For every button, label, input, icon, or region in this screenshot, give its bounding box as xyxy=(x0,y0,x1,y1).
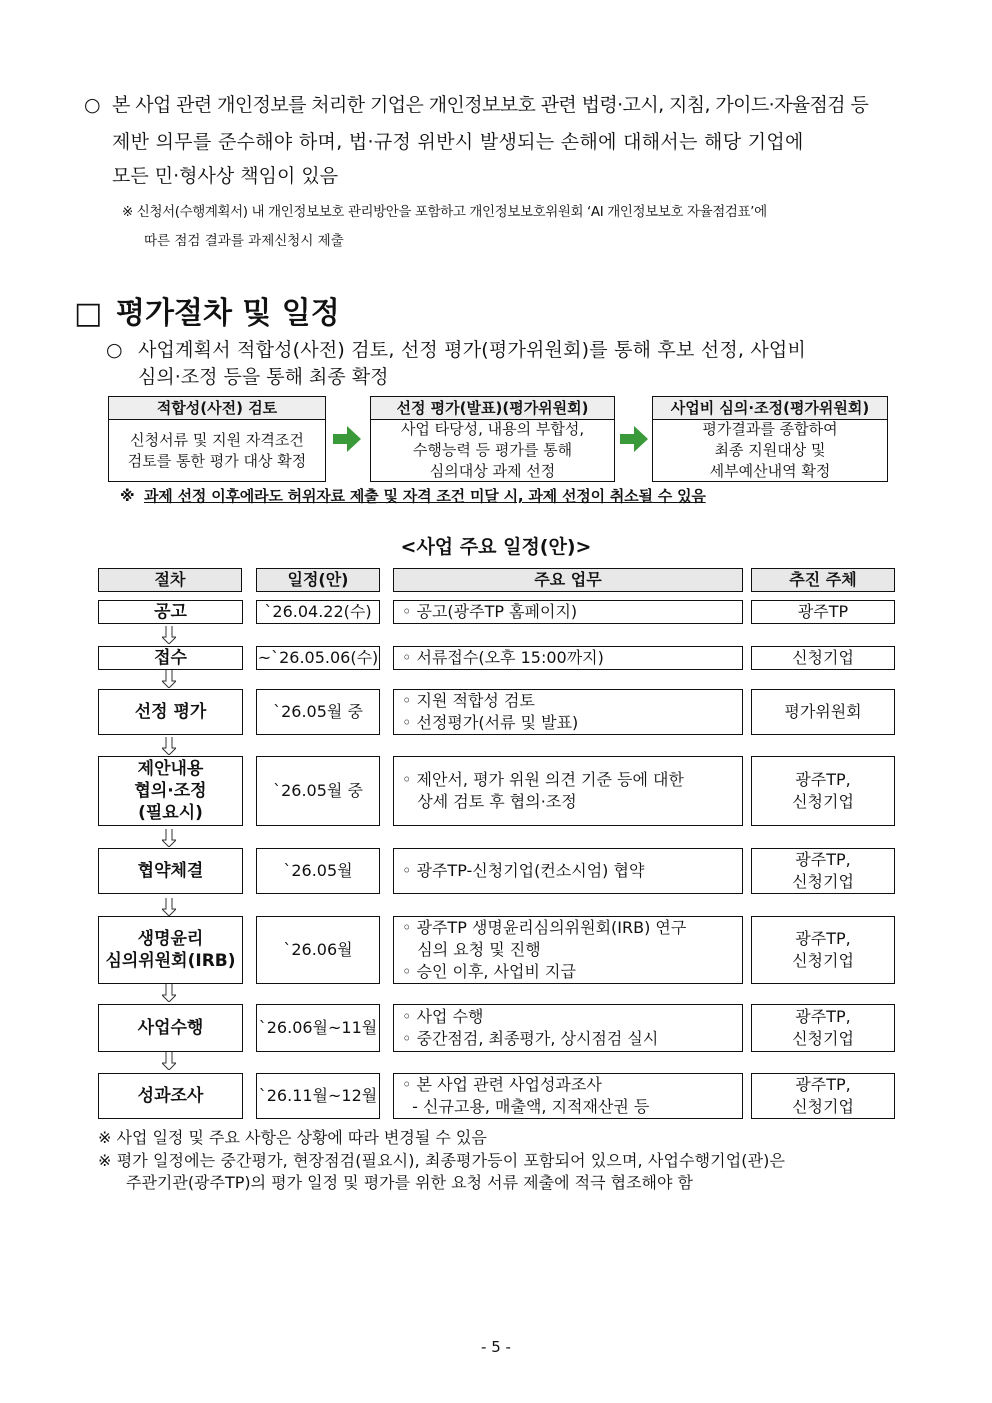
step-cell xyxy=(98,1004,243,1052)
task-cell-line: ◦ 본 사업 관련 사업성과조사 xyxy=(402,1075,602,1094)
intro-line-2: 제반 의무를 준수해야 하며, 법·규정 위반시 발생되는 손해에 대해서는 해당 기업에 xyxy=(112,131,804,153)
intro-note-line-2: 따른 점검 결과를 과제신청시 제출 xyxy=(144,233,344,249)
flow-step-text: 신청서류 및 지원 자격조건 xyxy=(130,430,304,449)
down-arrow-icon xyxy=(162,626,176,644)
step-cell-line: 제안내용 xyxy=(137,759,204,779)
owner-cell-line: 신청기업 xyxy=(792,648,854,667)
intro-line-3: 모든 민·형사상 책임이 있음 xyxy=(112,165,339,187)
task-cell-line: ◦ 광주TP-신청기업(컨소시엄) 협약 xyxy=(402,861,645,880)
owner-cell-line: 평가위원회 xyxy=(784,702,862,721)
flow-warning-text: 과제 선정 이후에라도 허위자료 제출 및 자격 조건 미달 시, 과제 선정이 취소될 수 있음 xyxy=(144,487,706,505)
step-cell-line: 사업수행 xyxy=(137,1018,204,1038)
flow-step-1 xyxy=(108,396,326,482)
task-cell xyxy=(393,689,743,735)
owner-cell xyxy=(751,848,895,894)
owner-cell xyxy=(751,689,895,735)
task-cell-line: - 신규고용, 매출액, 지적재산권 등 xyxy=(402,1097,650,1116)
section-title: 평가절차 및 일정 xyxy=(116,296,340,331)
flow-step-3 xyxy=(652,396,888,482)
date-cell-line: `26.11월~12월 xyxy=(258,1086,378,1105)
header-task: 주요 업무 xyxy=(393,568,743,592)
flow-step-title: 적합성(사전) 검토 xyxy=(109,397,325,420)
owner-cell xyxy=(751,916,895,984)
step-cell-line: 심의위원회(IRB) xyxy=(105,951,236,971)
task-cell-line: ◦ 제안서, 평가 위원 의견 기준 등에 대한 xyxy=(402,770,684,789)
owner-cell-line: 광주TP xyxy=(797,602,849,621)
step-cell-line: 선정 평가 xyxy=(134,702,207,722)
flow-arrow-icon xyxy=(620,426,648,452)
task-cell xyxy=(393,848,743,894)
task-cell-line: ◦ 중간점검, 최종평가, 상시점검 실시 xyxy=(402,1029,659,1048)
header-owner: 추진 주체 xyxy=(751,568,895,592)
flow-step-text: 심의대상 과제 선정 xyxy=(429,462,556,480)
step-cell-line: 공고 xyxy=(154,602,187,622)
owner-cell-line: 광주TP, xyxy=(795,770,851,789)
intro-line-1: 본 사업 관련 개인정보를 처리한 기업은 개인정보보호 관련 법령·고시, 지침, 가이드·자율점검 등 xyxy=(112,94,869,116)
task-cell xyxy=(393,916,743,984)
task-cell xyxy=(393,756,743,826)
task-cell-line: ◦ 선정평가(서류 및 발표) xyxy=(402,713,579,732)
step-cell-line: 성과조사 xyxy=(137,1086,204,1106)
step-cell-line: 접수 xyxy=(154,648,187,668)
flow-warning-mark: ※ xyxy=(120,487,135,505)
date-cell xyxy=(256,600,380,624)
date-cell-line: ~`26.05.06(수) xyxy=(257,648,379,667)
page-number: - 5 - xyxy=(481,1338,511,1356)
owner-cell-line: 신청기업 xyxy=(792,872,854,891)
step-cell-line: (필요시) xyxy=(138,803,203,823)
task-cell-line: ◦ 서류접수(오후 15:00까지) xyxy=(402,648,604,667)
step-cell xyxy=(98,646,243,670)
date-cell-line: `26.04.22(수) xyxy=(264,602,372,621)
owner-cell xyxy=(751,600,895,624)
owner-cell-line: 광주TP, xyxy=(795,929,851,948)
schedule-title: <사업 주요 일정(안)> xyxy=(400,536,592,558)
flow-step-title: 사업비 심의·조정(평가위원회) xyxy=(653,397,887,420)
down-arrow-icon xyxy=(162,670,176,688)
intro-note-line-1: ※ 신청서(수행계획서) 내 개인정보보호 관리방안을 포함하고 개인정보보호위원회 ‘AI 개인정보보호 자율점검표’에 xyxy=(122,204,767,220)
flow-step-text: 사업 타당성, 내용의 부합성, xyxy=(400,420,585,438)
owner-cell-line: 광주TP, xyxy=(795,1007,851,1026)
down-arrow-icon xyxy=(162,1052,176,1070)
step-cell-line: 협약체결 xyxy=(137,861,204,881)
task-cell xyxy=(393,1004,743,1052)
section-desc-line-1: 사업계획서 적합성(사전) 검토, 선정 평가(평가위원회)를 통해 후보 선정, 사업비 xyxy=(138,339,807,361)
owner-cell-line: 신청기업 xyxy=(792,1029,854,1048)
task-cell xyxy=(393,646,743,670)
step-cell xyxy=(98,689,243,735)
owner-cell xyxy=(751,1073,895,1119)
owner-cell-line: 신청기업 xyxy=(792,951,854,970)
task-cell-line: 상세 검토 후 협의·조정 xyxy=(402,792,577,811)
step-cell xyxy=(98,1073,243,1119)
task-cell-line: ◦ 공고(광주TP 홈페이지) xyxy=(402,602,578,621)
date-cell xyxy=(256,646,380,670)
task-cell xyxy=(393,1073,743,1119)
date-cell xyxy=(256,1004,380,1052)
footnote-2: ※ 평가 일정에는 중간평가, 현장점검(필요시), 최종평가등이 포함되어 있으며, 사업수행기업(관)은 xyxy=(98,1151,786,1170)
task-cell-line: ◦ 승인 이후, 사업비 지급 xyxy=(402,962,576,981)
task-cell-line: 심의 요청 및 진행 xyxy=(402,940,541,959)
date-cell-line: `26.06월 xyxy=(283,940,353,959)
flow-step-text: 세부예산내역 확정 xyxy=(709,462,831,480)
section-desc-bullet: ○ xyxy=(106,339,123,361)
flow-step-title: 선정 평가(발표)(평가위원회) xyxy=(371,397,614,420)
step-cell xyxy=(98,600,243,624)
flow-step-text: 평가결과를 종합하여 xyxy=(702,420,838,438)
date-cell xyxy=(256,848,380,894)
section-desc-line-2: 심의·조정 등을 통해 최종 확정 xyxy=(138,366,389,388)
section-checkbox-icon: □ xyxy=(74,296,103,331)
header-date: 일정(안) xyxy=(256,568,380,592)
flow-step-text: 검토를 통한 평가 대상 확정 xyxy=(127,451,307,470)
flow-arrow-icon xyxy=(333,426,361,452)
owner-cell-line: 신청기업 xyxy=(792,1097,854,1116)
footnote-3: 주관기관(광주TP)의 평가 일정 및 평가를 위한 요청 서류 제출에 적극 협조해야 함 xyxy=(126,1173,693,1192)
flow-step-text: 수행능력 등 평가를 통해 xyxy=(412,441,573,459)
footnote-1: ※ 사업 일정 및 주요 사항은 상황에 따라 변경될 수 있음 xyxy=(98,1128,487,1147)
owner-cell-line: 광주TP, xyxy=(795,850,851,869)
step-cell-line: 생명윤리 xyxy=(137,929,204,949)
header-step: 절차 xyxy=(98,568,242,592)
owner-cell xyxy=(751,756,895,826)
date-cell-line: `26.06월~11월 xyxy=(258,1018,378,1037)
task-cell xyxy=(393,600,743,624)
flow-step-text: 최종 지원대상 및 xyxy=(714,441,826,459)
flow-step-2 xyxy=(370,396,615,482)
date-cell xyxy=(256,689,380,735)
down-arrow-icon xyxy=(162,984,176,1002)
step-cell xyxy=(98,916,243,984)
step-cell-line: 협의·조정 xyxy=(134,781,207,801)
step-cell xyxy=(98,756,243,826)
owner-cell-line: 신청기업 xyxy=(792,792,854,811)
date-cell-line: `26.05월 xyxy=(283,861,353,880)
date-cell-line: `26.05월 중 xyxy=(273,781,363,800)
date-cell xyxy=(256,1073,380,1119)
owner-cell xyxy=(751,646,895,670)
task-cell-line: ◦ 지원 적합성 검토 xyxy=(402,691,535,710)
owner-cell xyxy=(751,1004,895,1052)
down-arrow-icon xyxy=(162,898,176,916)
date-cell-line: `26.05월 중 xyxy=(273,702,363,721)
date-cell xyxy=(256,916,380,984)
step-cell xyxy=(98,848,243,894)
down-arrow-icon xyxy=(162,737,176,755)
down-arrow-icon xyxy=(162,829,176,847)
date-cell xyxy=(256,756,380,826)
intro-bullet: ○ xyxy=(84,94,101,116)
task-cell-line: ◦ 광주TP 생명윤리심의위원회(IRB) 연구 xyxy=(402,918,687,937)
task-cell-line: ◦ 사업 수행 xyxy=(402,1007,484,1026)
owner-cell-line: 광주TP, xyxy=(795,1075,851,1094)
